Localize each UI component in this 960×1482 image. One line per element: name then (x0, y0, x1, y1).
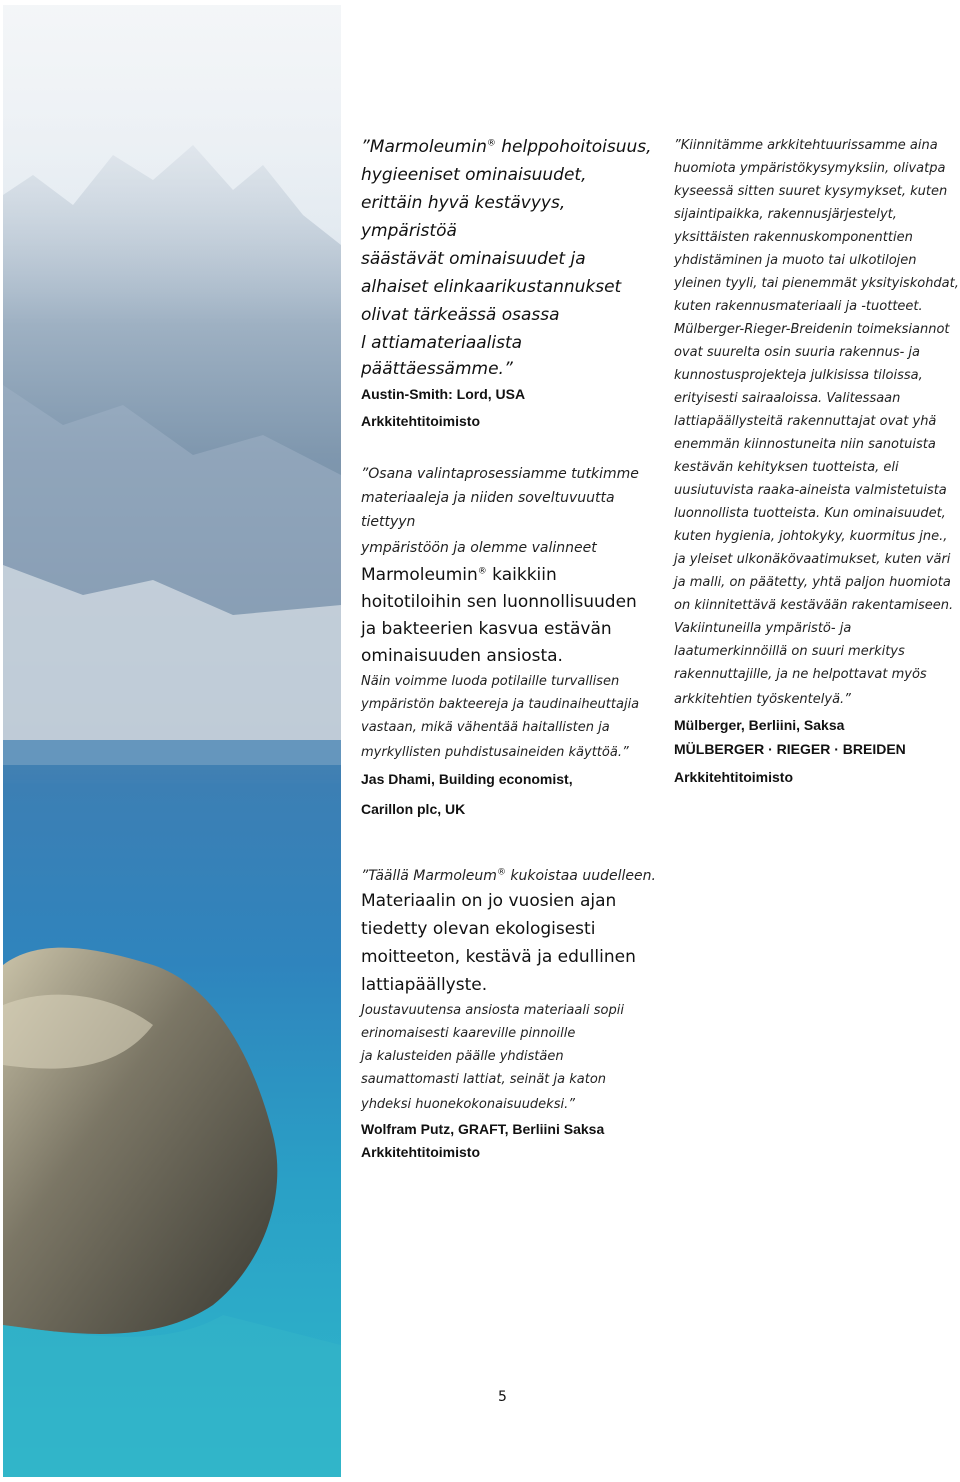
quote-2-author: Jas Dhami, Building economist, (361, 771, 573, 787)
quote-line: lattiapäällyste. (361, 975, 488, 995)
quote-line: ja yleiset ulkonäkövaatimukset, kuten väri (674, 552, 951, 567)
quote-line: yhdeksi huonekokonaisuudeksi.” (361, 1097, 575, 1112)
quote-3-author: Wolfram Putz, GRAFT, Berliini Saksa (361, 1121, 605, 1137)
left-column (361, 133, 661, 1164)
quote-line: moitteeton, kestävä ja edullinen (361, 947, 636, 967)
quote-line: kuten hygienia, johtokyky, kuormitus jne., (674, 529, 948, 544)
quote-line: enemmän kiinnostuneita niin sanotuista (674, 437, 936, 452)
quote-3-tail (361, 999, 661, 1118)
quote-line: rakennuttajille, ja ne helpottavat myös (674, 667, 927, 682)
quote-line: sijaintipaikka, rakennusjärjestelyt, (674, 207, 897, 222)
quote-line: Vakiintuneilla ympäristö- ja (674, 621, 852, 636)
quote-line: uusiutuvista raaka-aineista valmistetuista (674, 483, 947, 498)
quote-line: luonnollista tuotteista. Kun ominaisuudet, (674, 506, 946, 521)
quote-line: lattiapäällysteitä rakennuttajat ovat yhä (674, 414, 937, 429)
quote-line: kuten rakennusmateriaali ja -tuotteet. (674, 299, 923, 314)
quote-line: kestävän kehityksen tuotteista, eli (674, 460, 899, 475)
quote-line: yleinen tyyli, tai pienemmät yksityiskohdat, (674, 276, 959, 291)
quote-line: ovat suurelta osin suuria rakennus- ja (674, 345, 920, 360)
quote-line: hygieeniset ominaisuudet, (361, 165, 587, 185)
quote-4 (674, 134, 960, 714)
quote-2-main (361, 562, 661, 670)
quote-line: arkkitehtien työskentelyä.” (674, 692, 851, 707)
quote-3-intro: ”Täällä Marmoleum® kukoistaa uudelleen. (361, 867, 656, 884)
quote-line: olivat tärkeässä osassa (361, 305, 560, 325)
quote-line: ympäristöön ja olemme valinneet (361, 540, 597, 556)
quote-line: Mülberger-Rieger-Breidenin toimeksiannot (674, 322, 950, 337)
quote-3-main (361, 887, 661, 999)
quote-line: erityisesti sairaaloissa. Valitessaan (674, 391, 901, 406)
quote-1-author: Austin-Smith: Lord, USA (361, 386, 526, 402)
quote-line: ympäristön bakteereja ja taudinaiheuttajia (361, 697, 640, 712)
quote-2-tail (361, 670, 661, 766)
quote-line: ja bakteerien kasvua estävän (361, 619, 612, 639)
quote-line: huomiota ympäristökysymyksiin, olivatpa (674, 161, 946, 176)
quote-line: päättäessämme.” (361, 359, 513, 379)
quote-line: ominaisuuden ansiosta. (361, 646, 563, 666)
quote-line: ”Marmoleumin® helppohoitoisuus, (361, 137, 652, 157)
quote-line: myrkyllisten puhdistusaineiden käyttöä.” (361, 745, 629, 760)
quote-line: Marmoleumin® kaikkiin (361, 565, 557, 585)
right-column (674, 134, 960, 792)
quote-line: kyseessä sitten suuret kysymykset, kuten (674, 184, 948, 199)
quote-line: säästävät ominaisuudet ja (361, 249, 586, 269)
quote-line: materiaaleja ja niiden soveltuvuutta tiettyyn (361, 490, 615, 530)
quote-line: erittäin hyvä kestävyys, ympäristöä (361, 193, 566, 241)
quote-line: ja kalusteiden päälle yhdistäen (361, 1049, 564, 1064)
quote-3-role: Arkkitehtitoimisto (361, 1144, 481, 1160)
quote-line: hoitotiloihin sen luonnollisuuden (361, 592, 637, 612)
quote-line: vastaan, mikä vähentää haitallisten ja (361, 720, 610, 735)
quote-line: saumattomasti lattiat, seinät ja katon (361, 1072, 607, 1087)
quote-line: on kiinnitettävä kestävään rakentamiseen. (674, 598, 954, 613)
quote-line: yksittäisten rakennuskomponenttien (674, 230, 913, 245)
quote-1-role: Arkkitehtitoimisto (361, 413, 481, 429)
quote-4-author: Mülberger, Berliini, Saksa (674, 717, 845, 733)
quote-line: ”Osana valintaprosessiamme tutkimme (361, 466, 639, 482)
quote-line: laatumerkinnöillä on suuri merkitys (674, 644, 905, 659)
quote-line: alhaiset elinkaarikustannukset (361, 277, 622, 297)
quote-line: yhdistäminen ja muoto tai ulkotilojen (674, 253, 917, 268)
photo-illustration (3, 5, 341, 1477)
quote-line: Materiaalin on jo vuosien ajan (361, 891, 617, 911)
quote-line: l attiamateriaalista (361, 333, 523, 353)
quote-line: ”Kiinnitämme arkkitehtuurissamme aina (674, 138, 938, 153)
page-number: 5 (498, 1389, 507, 1405)
quote-2-role: Carillon plc, UK (361, 801, 466, 817)
quote-4-role: Arkkitehtitoimisto (674, 769, 794, 785)
quote-line: tiedetty olevan ekologisesti (361, 919, 596, 939)
quote-2-intro (361, 462, 661, 562)
quote-line: kunnostusprojekteja julkisissa tiloissa, (674, 368, 923, 383)
quote-1 (361, 133, 661, 381)
quote-line: Joustavuutensa ansiosta materiaali sopii (361, 1003, 624, 1018)
quote-line: erinomaisesti kaareville pinnoille (361, 1026, 576, 1041)
quote-4-firm: MÜLBERGER · RIEGER · BREIDEN (674, 741, 906, 757)
cliff-sea-photo (3, 5, 341, 1477)
quote-line: Näin voimme luoda potilaille turvallisen (361, 674, 620, 689)
quote-line: ja malli, on päätetty, yhtä paljon huomiota (674, 575, 951, 590)
